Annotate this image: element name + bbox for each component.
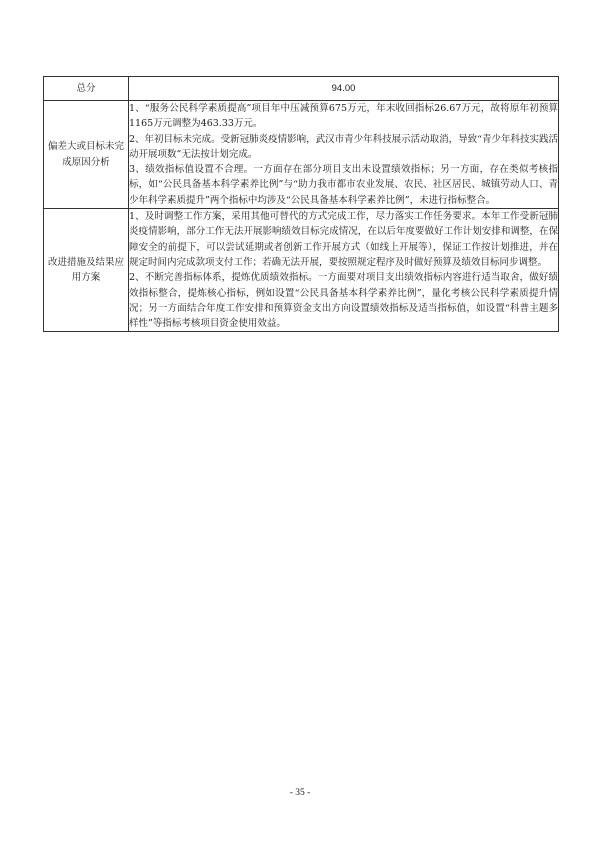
improvement-paragraph-1: 1、及时调整工作方案，采用其他可替代的方式完成工作，尽力落实工作任务要求。本年工作受新冠肺炎疫情影响，部分工作无法开展影响绩效目标完成情况，在以后年度要做好工作计划安排和调整，在保障安全的前提下，可以尝试延期或者创新工作开展方式（如线上开展等），保证工作按计划推进，并在规定时间内完成款项支付工作；若确无法开展，要按照规定程序及时做好预算及绩效目标同步调整。 bbox=[129, 211, 558, 268]
improvement-paragraph-2: 2、不断完善指标体系，提炼优质绩效指标。一方面要对项目支出绩效指标内容进行适当取舍，做好绩效指标整合，提炼核心指标，例如设置“公民具备基本科学素养比例”，量化考核公民科学素质提升情况；另一方面结合年度工作安排和预算资金支出方向设置绩效指标及适当指标值，如设置“科普主题多样性”等指标考核项目资金使用效益。 bbox=[129, 272, 558, 330]
page-number: - 35 - bbox=[289, 788, 311, 798]
deviation-analysis-row bbox=[44, 101, 559, 209]
improvement-plan-label: 改进措施及结果应用方案 bbox=[44, 209, 129, 332]
deviation-paragraph-2: 2、年初目标未完成。受新冠肺炎疫情影响，武汉市青少年科技展示活动取消，导致“青少年科技实践活动开展项数”无法按计划完成。 bbox=[129, 133, 558, 160]
deviation-analysis-label: 偏差大或目标未完成原因分析 bbox=[44, 101, 129, 209]
improvement-plan-row bbox=[44, 209, 559, 332]
deviation-analysis-content bbox=[129, 101, 559, 209]
deviation-paragraph-1: 1、“服务公民科学素质提高”项目年中压减预算675万元，年末收回指标26.67万元，故将原年初预算1165万元调整为463.33万元。 bbox=[129, 103, 558, 130]
total-score-label: 总分 bbox=[44, 77, 129, 101]
deviation-paragraph-3: 3、绩效指标值设置不合理。一方面存在部分项目支出未设置绩效指标；另一方面，存在类似考核指标，如“公民具备基本科学素养比例”与“助力我市都市农业发展、农民、社区居民、城镇劳动人口、青少年科学素质提升”两个指标中均涉及“公民具备基本科学素养比例”，未进行指标整合。 bbox=[129, 164, 558, 206]
improvement-plan-content bbox=[129, 209, 559, 332]
total-score-value: 94.00 bbox=[129, 77, 559, 101]
performance-evaluation-table bbox=[43, 76, 559, 332]
total-score-row bbox=[44, 77, 559, 101]
